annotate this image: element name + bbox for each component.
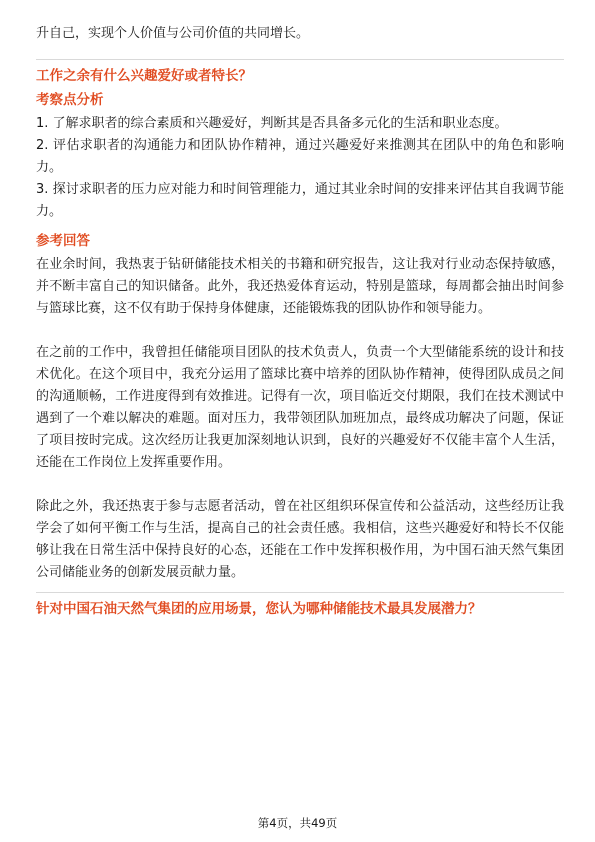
analysis-heading: 考察点分析 (36, 92, 104, 108)
answer-paragraph: 在之前的工作中，我曾担任储能项目团队的技术负责人，负责一个大型储能系统的设计和技术优化。在这个项目中，我充分运用了篮球比赛中培养的团队协作精神，使得团队成员之间的沟通顺畅，工作进度得到有效推进。记得有一次，项目临近交付期限，我们在技术测试中遇到了一个难以解决的难题。面对压力，我带领团队加班加点，最终成功解决了问题，保证了项目按时完成。这次经历让我更加深刻地认识到，良好的兴趣爱好不仅能丰富个人生活，还能在工作岗位上发挥重要作用。 (36, 345, 564, 470)
page-number: 第4页，共49页 (257, 816, 338, 830)
analysis-item: 1. 了解求职者的综合素质和兴趣爱好，判断其是否具备多元化的生活和职业态度。 (36, 116, 508, 131)
analysis-item: 3. 探讨求职者的压力应对能力和时间管理能力，通过其业余时间的安排来评估其自我调节能力。 (36, 182, 564, 219)
continued-paragraph: 升自己，实现个人价值与公司价值的共同增长。 (36, 26, 310, 41)
answer-paragraph: 在业余时间，我热衷于钻研储能技术相关的书籍和研究报告，这让我对行业动态保持敏感，并不断丰富自己的知识储备。此外，我还热爱体育运动，特别是篮球，每周都会抽出时间参与篮球比赛，这不仅有助于保持身体健康，还能锻炼我的团队协作和领导能力。 (36, 257, 564, 316)
answer-paragraph: 除此之外，我还热衷于参与志愿者活动，曾在社区组织环保宣传和公益活动，这些经历让我学会了如何平衡工作与生活，提高自己的社会责任感。我相信，这些兴趣爱好和特长不仅能够让我在日常生活中保持良好的心态，还能在工作中发挥积极作用，为中国石油天然气集团公司储能业务的创新发展贡献力量。 (36, 499, 564, 580)
analysis-item: 2. 评估求职者的沟通能力和团队协作精神，通过兴趣爱好来推测其在团队中的角色和影响力。 (36, 138, 564, 175)
next-question-heading: 针对中国石油天然气集团的应用场景，您认为哪种储能技术最具发展潜力？ (36, 601, 482, 617)
page-content (36, 23, 564, 620)
question-heading: 工作之余有什么兴趣爱好或者特长？ (36, 68, 252, 84)
answer-heading: 参考回答 (36, 233, 90, 249)
